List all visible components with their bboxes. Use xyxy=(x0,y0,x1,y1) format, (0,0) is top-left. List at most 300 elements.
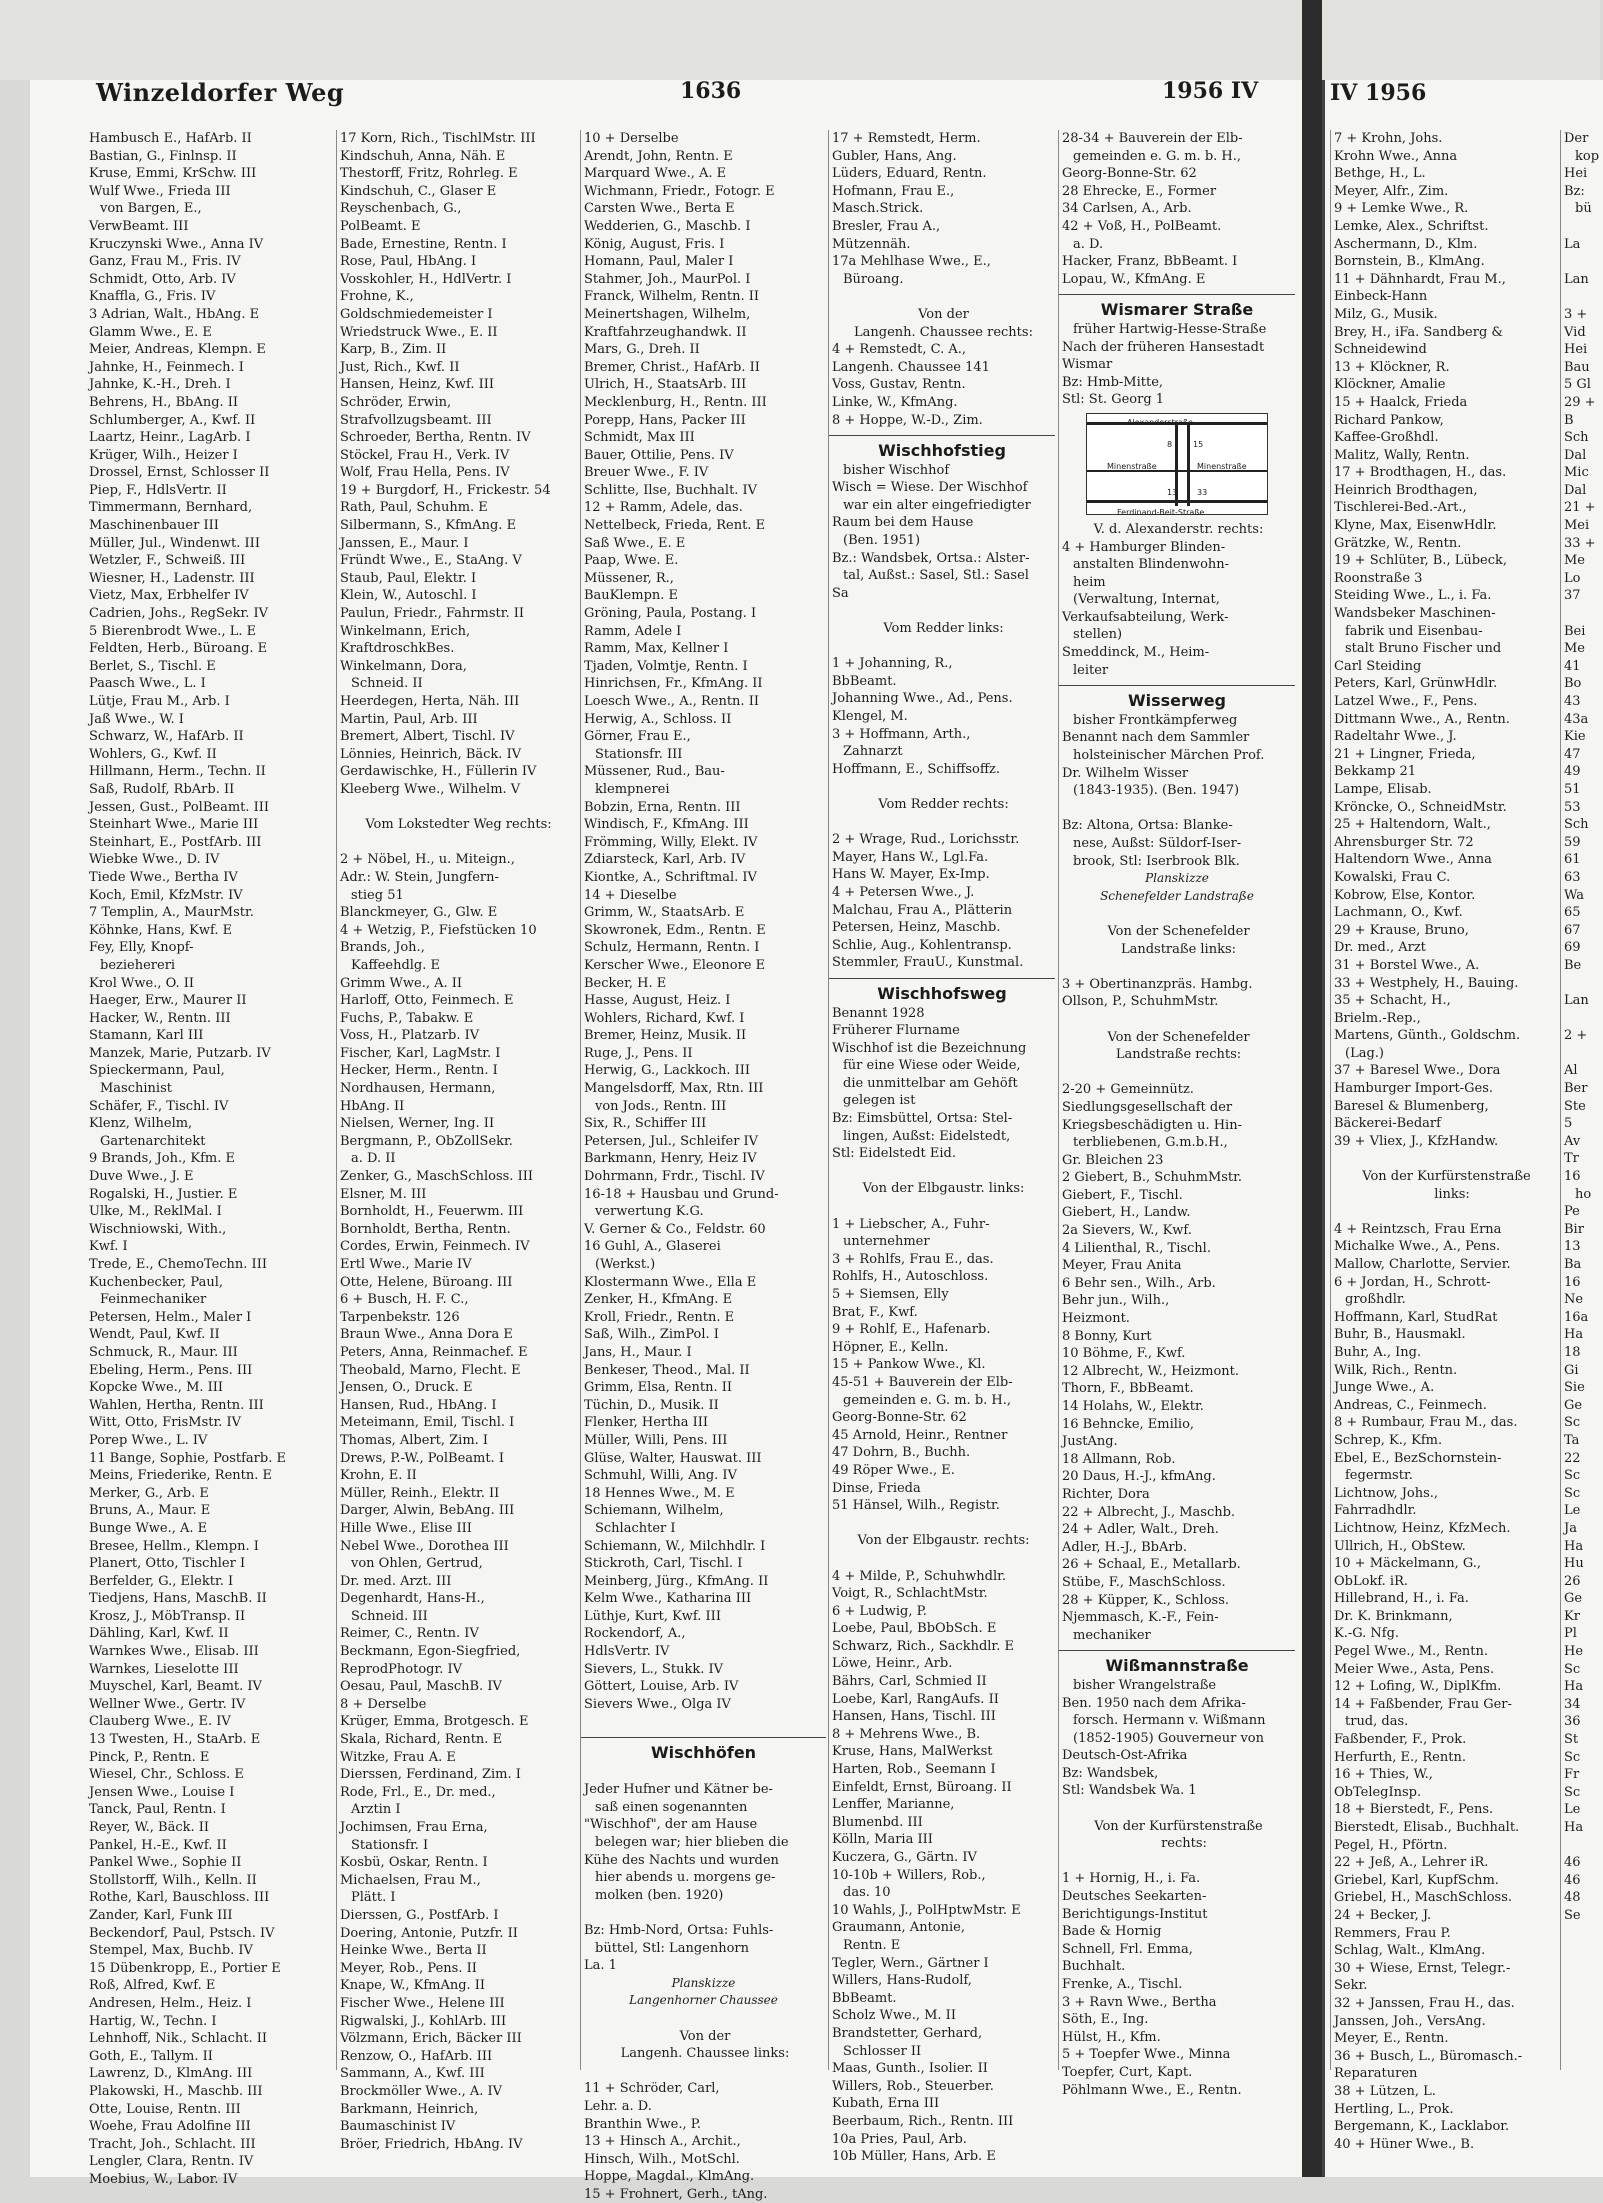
directory-entry xyxy=(581,2010,826,2028)
directory-entry: Klein, W., Autoschl. I xyxy=(340,588,477,604)
directory-entry: Schroeder, Bertha, Rentn. IV xyxy=(340,430,531,446)
directory-entry: Pankel, H.-E., Kwf. II xyxy=(89,1837,227,1853)
directory-entry: Winkelmann, Dora, xyxy=(340,658,467,674)
directory-entry: Sievers, L., Stukk. IV xyxy=(584,1661,724,1677)
directory-entry: 15 Dübenkropp, E., Portier E xyxy=(89,1960,281,1976)
directory-entry: Bährs, Carl, Schmied II xyxy=(832,1674,987,1690)
directory-entry: 8 + Derselbe xyxy=(340,1696,427,1712)
directory-entry: 32 + Janssen, Frau H., das. xyxy=(1334,1995,1515,2011)
directory-entry: 18 Hennes Wwe., M. E xyxy=(584,1485,735,1501)
directory-entry: Ulke, M., ReklMal. I xyxy=(89,1204,222,1220)
directory-entry xyxy=(829,638,1055,656)
directory-entry: Kühe des Nachts und wurden xyxy=(584,1852,779,1868)
directory-entry: 2a Sievers, W., Kwf. xyxy=(1062,1223,1192,1239)
directory-entry: Laartz, Heinr., LagArb. I xyxy=(89,430,251,446)
directory-entry: 9 + Lemke Wwe., R. xyxy=(1334,201,1469,217)
directory-entry: Schlosser II xyxy=(843,2043,922,2059)
directory-entry: Windisch, F., KfmAng. III xyxy=(584,817,749,833)
directory-entry: 36 + Busch, L., Büromasch.- xyxy=(1334,2048,1523,2064)
directory-entry xyxy=(829,1515,1055,1533)
directory-entry: Brockmöller Wwe., A. IV xyxy=(340,2083,503,2099)
directory-entry: Klenz, Wilhelm, xyxy=(89,1116,193,1132)
directory-entry: Ertl Wwe., Marie IV xyxy=(340,1257,472,1272)
directory-entry: Von der Kurfürstenstraße xyxy=(1362,1169,1531,1185)
directory-entry: 47 xyxy=(1564,746,1581,762)
directory-entry: Georg-Bonne-Str. 62 xyxy=(1062,166,1197,182)
directory-entry: Drossel, Ernst, Schlosser II xyxy=(89,465,270,481)
directory-entry: Herwig, G., Lackkoch. III xyxy=(584,1063,751,1079)
directory-entry: 18 Allmann, Rob. xyxy=(1062,1451,1176,1467)
directory-entry: Klostermann Wwe., Ella E xyxy=(584,1274,757,1290)
directory-entry: Richard Pankow, xyxy=(1334,412,1444,428)
directory-entry: Theobald, Marno, Flecht. E xyxy=(340,1362,521,1378)
directory-entry: 47 Dohrn, B., Buchh. xyxy=(832,1445,971,1461)
directory-entry: Lo xyxy=(1564,570,1581,586)
directory-entry: Bornstein, B., KlmAng. xyxy=(1334,254,1485,270)
directory-entry: Früherer Flurname xyxy=(832,1023,960,1039)
directory-entry: 16 Behncke, Emilio, xyxy=(1062,1416,1195,1432)
directory-entry: ho xyxy=(1575,1186,1592,1202)
directory-entry: Buhr, A., Ing. xyxy=(1334,1344,1422,1360)
directory-entry: Schlag, Walt., KlmAng. xyxy=(1334,1943,1486,1959)
directory-entry xyxy=(829,778,1055,796)
directory-entry: Maschinist xyxy=(100,1081,172,1097)
directory-entry: Barkmann, Henry, Heiz IV xyxy=(584,1151,757,1167)
directory-entry: Bornholdt, H., Feuerwm. III xyxy=(340,1204,524,1220)
directory-entry: Kwf. I xyxy=(89,1239,128,1255)
directory-entry: 33 + xyxy=(1564,535,1596,551)
directory-entry: Glamm Wwe., E. E xyxy=(89,324,212,340)
map-label: Ferdinand-Beit-Straße xyxy=(1117,507,1205,517)
directory-entry: Bremert, Albert, Tischl. IV xyxy=(340,729,515,745)
directory-entry: Grimm, Elsa, Rentn. II xyxy=(584,1380,732,1396)
directory-entry: Ha xyxy=(1564,1538,1584,1554)
directory-entry: Jaß Wwe., W. I xyxy=(89,711,184,727)
directory-entry: Braun Wwe., Anna Dora E xyxy=(340,1327,513,1343)
directory-entry xyxy=(1561,1837,1601,1855)
directory-entry: Schwarz, W., HafArb. II xyxy=(89,729,244,745)
directory-entry xyxy=(1059,800,1295,818)
directory-entry: Göttert, Louise, Arb. IV xyxy=(584,1679,739,1695)
directory-entry: Kölln, Maria III xyxy=(832,1832,933,1848)
directory-entry: Heinrich Brodthagen, xyxy=(1334,482,1478,498)
directory-entry: König, August, Fris. I xyxy=(584,236,725,252)
directory-entry: Georg-Bonne-Str. 62 xyxy=(832,1410,967,1426)
directory-entry: Hansen, Rud., HbAng. I xyxy=(340,1397,497,1413)
directory-entry: Deutsches Seekarten- xyxy=(1062,1889,1207,1905)
directory-entry: Pl xyxy=(1564,1626,1577,1642)
directory-entry: Hecker, Herm., Rentn. I xyxy=(340,1063,498,1079)
directory-entry: Stübe, F., MaschSchloss. xyxy=(1062,1574,1226,1590)
directory-entry: 51 Hänsel, Wilh., Registr. xyxy=(832,1498,1000,1514)
directory-entry: Bunge Wwe., A. E xyxy=(89,1520,208,1536)
directory-entry: Hartig, W., Techn. I xyxy=(89,2013,217,2029)
directory-entry: 12 + Ramm, Adele, das. xyxy=(584,500,743,516)
directory-entry: 9 Brands, Joh., Kfm. E xyxy=(89,1151,235,1167)
directory-entry: Porep Wwe., L. IV xyxy=(89,1432,208,1448)
directory-entry: gemeinden e. G. m. b. H., xyxy=(843,1392,1012,1408)
directory-entry: Schäfer, F., Tischl. IV xyxy=(89,1098,229,1114)
directory-entry: 46 xyxy=(1564,1872,1581,1888)
directory-entry: 7 + Krohn, Johs. xyxy=(1334,131,1443,146)
directory-entry: Wisch = Wiese. Der Wischhof xyxy=(832,480,1028,496)
directory-entry: K.-G. Nfg. xyxy=(1334,1626,1400,1642)
directory-entry: Maschinenbauer III xyxy=(89,518,219,534)
column-1 xyxy=(86,130,331,2187)
directory-entry: Brey, H., iFa. Sandberg & xyxy=(1334,324,1503,340)
directory-entry: Lachmann, O., Kwf. xyxy=(1334,905,1463,921)
directory-entry: Graumann, Antonie, xyxy=(832,1920,965,1936)
directory-entry: St xyxy=(1564,1732,1579,1748)
directory-entry: Knape, W., KfmAng. II xyxy=(340,1978,486,1994)
directory-entry: Schulz, Hermann, Rentn. I xyxy=(584,940,760,956)
directory-entry: Lehnhoff, Nik., Schlacht. II xyxy=(89,2031,267,2047)
directory-entry: Carl Steiding xyxy=(1334,658,1422,674)
directory-entry: Wichmann, Friedr., Fotogr. E xyxy=(584,183,775,199)
directory-entry: Kopcke Wwe., M. III xyxy=(89,1380,224,1396)
directory-entry: Stationsfr. I xyxy=(351,1837,429,1853)
directory-entry: Ollson, P., SchuhmMstr. xyxy=(1062,994,1219,1010)
directory-entry: Steinhart, E., PostfArb. III xyxy=(89,834,262,850)
directory-entry: Drews, P.-W., PolBeamt. I xyxy=(340,1450,504,1466)
directory-entry: Schlitte, Ilse, Buchhalt. IV xyxy=(584,482,758,498)
scan-border xyxy=(0,0,1600,80)
directory-entry: Zdiarsteck, Karl, Arb. IV xyxy=(584,852,746,868)
directory-entry: Ja xyxy=(1564,1520,1577,1536)
directory-entry: Heizmont. xyxy=(1062,1311,1130,1327)
directory-entry: 24 + Becker, J. xyxy=(1334,1907,1432,1923)
directory-entry: Behr jun., Wilh., xyxy=(1062,1293,1170,1309)
directory-entry: Wolf, Frau Hella, Pens. IV xyxy=(340,465,510,481)
directory-entry: Hacker, Franz, BbBeamt. I xyxy=(1062,254,1238,270)
directory-entry: Witt, Otto, FrisMstr. IV xyxy=(89,1415,242,1431)
directory-entry: Von der Elbgaustr. rechts: xyxy=(857,1533,1030,1549)
directory-entry: Stahmer, Joh., MaurPol. I xyxy=(584,271,751,287)
directory-entry: Otte, Louise, Rentn. III xyxy=(89,2101,241,2117)
directory-entry: 2 Giebert, B., SchuhmMstr. xyxy=(1062,1170,1243,1186)
directory-entry: Martin, Paul, Arb. III xyxy=(340,711,478,727)
directory-entry: Brat, F., Kwf. xyxy=(832,1304,918,1320)
directory-entry: 5 Gl xyxy=(1564,377,1591,393)
directory-entry: 28 + Küpper, K., Schloss. xyxy=(1062,1592,1230,1608)
section-divider xyxy=(581,1737,826,1738)
directory-entry: 42 + Voß, H., PolBeamt. xyxy=(1062,218,1222,234)
directory-entry: Jeder Hufner und Kätner be- xyxy=(584,1782,773,1798)
directory-entry: Bz: Hmb-Mitte, xyxy=(1062,374,1164,390)
directory-entry: Kraftfahrzeughandwk. II xyxy=(584,324,747,340)
directory-entry: Fr xyxy=(1564,1767,1580,1783)
directory-entry: Brielm.-Rep., xyxy=(1334,1010,1421,1026)
directory-entry: belegen war; hier blieben die xyxy=(595,1835,789,1850)
directory-entry: Blanckmeyer, G., Glw. E xyxy=(340,905,498,921)
directory-entry: Bobzin, Erna, Rentn. III xyxy=(584,799,741,815)
directory-entry: das. 10 xyxy=(843,1885,891,1901)
directory-entry: Von der Schenefelder xyxy=(1107,923,1250,939)
directory-entry: nese, Außst: Süldorf-Iser- xyxy=(1073,836,1242,851)
directory-entry: 39 + Vliex, J., KfzHandw. xyxy=(1334,1133,1499,1149)
directory-entry: VerwBeamt. III xyxy=(89,218,189,234)
directory-entry: BbBeamt. xyxy=(832,673,897,689)
directory-entry: 3 + Rohlfs, Frau E., das. xyxy=(832,1251,994,1267)
directory-entry: hier abends u. morgens ge- xyxy=(595,1870,776,1886)
directory-entry: Schneidewind xyxy=(1334,342,1427,358)
directory-entry: Moebius, W., Labor. IV xyxy=(89,2171,238,2187)
directory-entry: Scholz Wwe., M. II xyxy=(832,2008,956,2024)
directory-entry: 21 + Lingner, Frieda, xyxy=(1334,746,1476,762)
directory-entry: 45-51 + Bauverein der Elb- xyxy=(832,1374,1013,1390)
directory-entry: Buhr, B., Hausmakl. xyxy=(1334,1327,1466,1343)
directory-entry: Hoffmann, Karl, StudRat xyxy=(1334,1309,1498,1325)
directory-entry: ObTelegInsp. xyxy=(1334,1784,1422,1800)
directory-entry: Petersen, Jul., Schleifer IV xyxy=(584,1133,759,1149)
directory-entry: V. Gerner & Co., Feldstr. 60 xyxy=(584,1221,766,1237)
directory-entry: Bir xyxy=(1564,1221,1584,1237)
directory-entry: Njemmasch, K.-F., Fein- xyxy=(1062,1610,1219,1626)
directory-entry: Behrens, H., BbAng. II xyxy=(89,394,239,410)
directory-entry: Peters, Karl, GrünwHdlr. xyxy=(1334,676,1498,692)
directory-entry: Wiesner, H., Ladenstr. III xyxy=(89,570,255,586)
directory-entry: 49 xyxy=(1564,764,1581,780)
directory-entry: tal, Außst.: Sasel, Stl.: Sasel xyxy=(843,568,1029,584)
directory-entry: Renzow, O., HafArb. III xyxy=(340,2048,493,2064)
directory-entry: Wedderien, G., Maschb. I xyxy=(584,218,751,234)
directory-entry: Söth, E., Ing. xyxy=(1062,2012,1149,2028)
directory-entry: ObLokf. iR. xyxy=(1334,1573,1409,1589)
directory-entry: 11 Bange, Sophie, Postfarb. E xyxy=(89,1450,286,1466)
directory-entry: 11 + Dähnhardt, Frau M., xyxy=(1334,271,1506,287)
directory-entry: 4 Lilienthal, R., Tischl. xyxy=(1062,1240,1211,1256)
directory-entry: 16-18 + Hausbau und Grund- xyxy=(584,1186,779,1202)
directory-entry xyxy=(337,799,577,817)
directory-entry: Harloff, Otto, Feinmech. E xyxy=(340,993,514,1009)
directory-entry: Me xyxy=(1564,641,1586,657)
directory-entry: Lawrenz, D., KlmAng. III xyxy=(89,2066,253,2082)
directory-entry: Bresler, Frau A., xyxy=(832,218,941,234)
directory-entry: Piep, F., HdlsVertr. II xyxy=(89,482,227,498)
directory-entry: Latzel Wwe., F., Pens. xyxy=(1334,694,1478,709)
directory-entry: links: xyxy=(1434,1186,1470,1202)
column-5 xyxy=(1058,130,1295,2098)
directory-entry: Mayer, Hans W., Lgl.Fa. xyxy=(832,849,989,865)
directory-entry: 28-34 + Bauverein der Elb- xyxy=(1062,131,1243,146)
directory-entry: 10 + Derselbe xyxy=(584,131,679,146)
directory-entry: Gartenarchitekt xyxy=(100,1133,206,1149)
directory-entry: Krosz, J., MöbTransp. II xyxy=(89,1608,246,1624)
directory-entry: Mei xyxy=(1564,518,1590,534)
directory-entry: Radeltahr Wwe., J. xyxy=(1334,729,1457,745)
column-2 xyxy=(336,130,577,2152)
directory-entry: Cordes, Erwin, Feinmech. IV xyxy=(340,1239,530,1255)
directory-entry: Berfelder, G., Elektr. I xyxy=(89,1573,234,1589)
directory-entry: Büroang. xyxy=(843,271,904,287)
directory-entry: Grimm, W., StaatsArb. E xyxy=(584,905,745,921)
directory-entry: 6 Behr sen., Wilh., Arb. xyxy=(1062,1275,1216,1291)
directory-entry: Lopau, W., KfmAng. E xyxy=(1062,271,1206,287)
directory-entry: Lan xyxy=(1564,271,1589,287)
directory-entry: Warnkes Wwe., Elisab. III xyxy=(89,1644,259,1660)
directory-entry: 48 xyxy=(1564,1890,1581,1906)
directory-entry: Meier, Andreas, Klempn. E xyxy=(89,342,266,358)
directory-entry: Hofmann, Frau E., xyxy=(832,183,955,199)
directory-entry: Lengler, Clara, Rentn. IV xyxy=(89,2154,254,2170)
directory-entry: Plätt. I xyxy=(351,1890,396,1906)
directory-entry: Stamann, Karl III xyxy=(89,1028,204,1044)
directory-entry: Schmidt, Max III xyxy=(584,430,695,446)
directory-entry: 2 + xyxy=(1564,1028,1588,1044)
directory-entry: Lan xyxy=(1564,993,1589,1009)
directory-entry: Vom Redder rechts: xyxy=(878,796,1009,812)
directory-entry: Be xyxy=(1564,957,1582,973)
directory-entry xyxy=(581,2063,826,2081)
directory-entry: Pe xyxy=(1564,1204,1580,1220)
directory-entry: Otte, Helene, Büroang. III xyxy=(340,1274,513,1290)
directory-entry: leiter xyxy=(1073,662,1109,678)
directory-entry: Dittmann Wwe., A., Rentn. xyxy=(1334,711,1510,727)
directory-entry: Wulf Wwe., Frieda III xyxy=(89,183,231,199)
directory-entry: 2-20 + Gemeinnütz. xyxy=(1062,1082,1194,1098)
directory-entry: 4 + Remstedt, C. A., xyxy=(832,342,967,358)
directory-entry: Bremer, Heinz, Musik. II xyxy=(584,1028,747,1044)
directory-entry: büttel, Stl: Langenhorn xyxy=(595,1940,749,1956)
directory-entry: Hambusch E., HafArb. II xyxy=(89,131,252,146)
directory-entry: Beckendorf, Paul, Pstsch. IV xyxy=(89,1925,275,1941)
directory-entry: Dr. K. Brinkmann, xyxy=(1334,1608,1453,1624)
map-label: Minenstraße xyxy=(1197,461,1247,471)
directory-entry: Nach der früheren Hansestadt xyxy=(1062,339,1265,355)
directory-entry: Haeger, Erw., Maurer II xyxy=(89,993,247,1009)
directory-entry: Mars, G., Dreh. II xyxy=(584,342,700,358)
directory-entry: (Verwaltung, Internat, xyxy=(1073,592,1220,608)
plan-sketch-note: Planskizze xyxy=(1145,871,1209,886)
directory-entry: 22 + Albrecht, J., Maschb. xyxy=(1062,1504,1236,1520)
directory-entry: Stationsfr. III xyxy=(595,746,683,762)
directory-entry: Bergmann, P., ObZollSekr. xyxy=(340,1133,513,1149)
directory-entry: gemeinden e. G. m. b. H., xyxy=(1073,148,1242,164)
directory-entry: Kiontke, A., Schriftmal. IV xyxy=(584,869,757,885)
directory-entry: Meier Wwe., Asta, Pens. xyxy=(1334,1661,1495,1677)
directory-entry: Kriegsbeschädigten u. Hin- xyxy=(1062,1117,1242,1133)
directory-entry: Lemke, Alex., Schriftst. xyxy=(1334,218,1489,234)
directory-entry: Thorn, F., BbBeamt. xyxy=(1062,1381,1194,1397)
directory-entry: Cadrien, Johs., RegSekr. IV xyxy=(89,606,269,622)
directory-entry: Bethge, H., L. xyxy=(1334,166,1426,182)
directory-entry: Oesau, Paul, MaschB. IV xyxy=(340,1679,502,1695)
directory-entry: Me xyxy=(1564,553,1586,569)
directory-entry: Le xyxy=(1564,1503,1581,1519)
directory-entry: Paasch Wwe., L. I xyxy=(89,676,206,692)
directory-entry: Wetzler, F., Schweiß. III xyxy=(89,553,246,569)
directory-entry: Breuer Wwe., F. IV xyxy=(584,465,709,481)
directory-entry xyxy=(1059,1853,1295,1871)
directory-entry: brook, Stl: Iserbrook Blk. xyxy=(1073,853,1240,869)
directory-entry: Bade & Hornig xyxy=(1062,1924,1162,1940)
directory-entry: Buchhalt. xyxy=(1062,1959,1126,1975)
directory-entry: Darger, Alwin, BebAng. III xyxy=(340,1503,515,1519)
directory-entry: Kruse, Hans, MalWerkst xyxy=(832,1744,993,1760)
directory-entry: Schiemann, Wilhelm, xyxy=(584,1503,724,1519)
directory-entry: Vom Redder links: xyxy=(883,621,1004,637)
directory-entry: Adler, H.-J., BbArb. xyxy=(1062,1539,1188,1555)
directory-entry: 6 + Busch, H. F. C., xyxy=(340,1292,469,1308)
directory-entry: Loebe, Karl, RangAufs. II xyxy=(832,1691,999,1707)
directory-entry: Griebel, Karl, KupfSchm. xyxy=(1334,1872,1499,1888)
street-map-sketch xyxy=(1086,413,1268,515)
directory-entry: Ste xyxy=(1564,1098,1586,1114)
directory-entry: 5 + Siemsen, Elly xyxy=(832,1287,949,1302)
street-heading: Wisserweg xyxy=(1127,691,1226,711)
directory-entry: Voss, H., Platzarb. IV xyxy=(340,1028,480,1044)
directory-entry: klempnerei xyxy=(595,781,670,797)
directory-entry: Landstraße rechts: xyxy=(1115,1047,1242,1063)
directory-entry: Baumaschinist IV xyxy=(340,2119,456,2135)
directory-entry: Dierssen, Ferdinand, Zim. I xyxy=(340,1767,521,1783)
directory-entry: Gerdawischke, H., Füllerin IV xyxy=(340,764,537,780)
directory-entry: Bierstedt, Elisab., Buchhalt. xyxy=(1334,1820,1520,1835)
directory-entry: Mallow, Charlotte, Servier. xyxy=(1334,1257,1511,1272)
directory-entry: Rohlfs, H., Autoschloss. xyxy=(832,1269,989,1285)
directory-entry: 14 + Dieselbe xyxy=(584,887,677,903)
directory-entry: Berlet, S., Tischl. E xyxy=(89,658,216,674)
directory-entry: 4 + Reintzsch, Frau Erna xyxy=(1334,1221,1502,1237)
directory-entry: Bäckerei-Bedarf xyxy=(1334,1116,1441,1132)
directory-entry: Skowronek, Edm., Rentn. E xyxy=(584,922,766,938)
directory-entry: Schnell, Frl. Emma, xyxy=(1062,1941,1193,1957)
directory-entry: 35 + Schacht, H., xyxy=(1334,993,1451,1009)
directory-entry: 67 xyxy=(1564,922,1581,938)
directory-entry: Lüders, Eduard, Rentn. xyxy=(832,166,987,182)
directory-entry: Just, Rich., Kwf. II xyxy=(340,359,460,375)
directory-entry: Kubath, Erna III xyxy=(832,2096,940,2112)
directory-entry: Dähling, Karl, Kwf. II xyxy=(89,1626,229,1642)
directory-entry: 17 + Remstedt, Herm. xyxy=(832,131,981,146)
directory-entry: 18 xyxy=(1564,1344,1581,1360)
directory-entry: Müller, Jul., Windenwt. III xyxy=(89,535,260,551)
directory-entry: 19 + Burgdorf, H., Frickestr. 54 xyxy=(340,482,551,498)
directory-entry: 38 + Lützen, L. xyxy=(1334,2083,1436,2099)
directory-entry: Herwig, A., Schloss. II xyxy=(584,711,732,727)
directory-entry: Janssen, E., Maur. I xyxy=(340,535,469,551)
directory-entry: Meins, Friederike, Rentn. E xyxy=(89,1468,272,1484)
directory-entry: Bergemann, K., Lacklabor. xyxy=(1334,2119,1510,2135)
directory-entry: Sch xyxy=(1564,430,1589,446)
directory-entry: Maas, Gunth., Isolier. II xyxy=(832,2061,988,2077)
directory-entry: Skala, Richard, Rentn. E xyxy=(340,1732,503,1748)
directory-entry: Sie xyxy=(1564,1380,1585,1396)
directory-entry: Strafvollzugsbeamt. III xyxy=(340,412,492,428)
directory-entry: Ha xyxy=(1564,1327,1584,1343)
directory-entry: Hinrichsen, Fr., KfmAng. II xyxy=(584,676,763,692)
directory-entry: Sc xyxy=(1564,1485,1581,1501)
directory-entry: La xyxy=(1564,236,1581,252)
directory-entry: 43a xyxy=(1564,711,1589,727)
directory-entry: Bz: Eimsbüttel, Ortsa: Stel- xyxy=(832,1111,1013,1127)
directory-entry: von Bargen, E., xyxy=(100,201,202,217)
directory-entry: 31 + Borstel Wwe., A. xyxy=(1334,957,1480,973)
directory-entry: Thomas, Albert, Zim. I xyxy=(340,1432,489,1448)
directory-entry: Masch.Strick. xyxy=(832,201,924,217)
directory-entry: Fuchs, P., Tabakw. E xyxy=(340,1010,474,1026)
directory-entry: Meyer, Frau Anita xyxy=(1062,1258,1182,1274)
directory-entry: 15 + Pankow Wwe., Kl. xyxy=(832,1357,986,1373)
directory-entry: Pegel, H., Pförtn. xyxy=(1334,1837,1448,1853)
directory-entry: Rath, Paul, Schuhm. E xyxy=(340,500,488,516)
directory-entry: 13 + Klöckner, R. xyxy=(1334,359,1450,375)
directory-entry: Andresen, Helm., Heiz. I xyxy=(89,1995,252,2011)
directory-entry xyxy=(829,602,1055,620)
directory-entry: Tiede Wwe., Bertha IV xyxy=(89,869,238,885)
directory-entry: Hoppe, Magdal., KlmAng. xyxy=(584,2169,755,2185)
directory-entry: fegermstr. xyxy=(1345,1468,1413,1484)
